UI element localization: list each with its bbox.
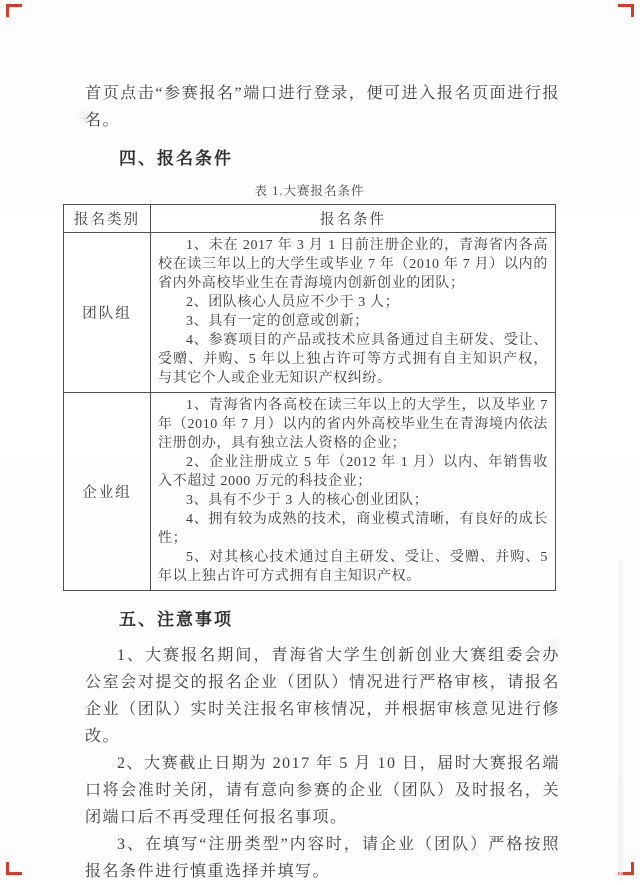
condition-item: 2、团队核心人员应不少于 3 人； (186, 295, 400, 310)
crop-mark-top-right-icon (618, 4, 634, 17)
category-cell-enterprise: 企业组 (64, 393, 151, 591)
conditions-table-block (63, 181, 556, 591)
condition-item: 1、青海省内各高校在读三年以上的大学生，以及毕业 7 年（2010 年 7 月）以内的省内外高校毕业生在青海境内依法注册创办，具有独立法人资格的企业； (158, 398, 548, 451)
scan-edge-shadow (619, 560, 622, 880)
crop-mark-top-left-icon (6, 4, 22, 17)
category-cell-team: 团队组 (64, 233, 151, 393)
notes-section (85, 642, 560, 885)
section-heading-notes: 五、注意事项 (119, 610, 233, 629)
condition-item: 3、具有一定的创意或创新； (186, 314, 369, 329)
condition-item: 5、对其核心技术通过自主研发、受让、受赠、并购、5 年以上独占许可方式拥有自主知识产权。 (158, 550, 548, 584)
section-heading-registration-conditions: 四、报名条件 (119, 149, 233, 168)
note-paragraph-2: 2、大赛截止日期为 2017 年 5 月 10 日，届时大赛报名端口将会准时关闭，请有意向参赛的企业（团队）及时报名，关闭端口后不再受理任何报名事项。 (85, 755, 560, 826)
document-content (74, 80, 560, 885)
column-header-category: 报名类别 (64, 205, 151, 233)
table-row-enterprise (64, 393, 556, 591)
condition-cell-team (151, 233, 556, 393)
table-caption: 表 1.大赛报名条件 (254, 184, 365, 198)
condition-cell-enterprise (151, 393, 556, 591)
conditions-table (63, 204, 556, 591)
condition-item: 4、拥有较为成熟的技术，商业模式清晰，有良好的成长性； (158, 512, 548, 546)
column-header-condition: 报名条件 (151, 205, 556, 233)
condition-item: 4、参赛项目的产品或技术应具备通过自主研发、受让、受赠、并购、5 年以上独占许可等方式拥有自主知识产权，与其它个人或企业无知识产权纠纷。 (158, 333, 548, 386)
table-header-row (64, 205, 556, 233)
crop-mark-bottom-left-icon (6, 862, 22, 875)
note-paragraph-3: 3、在填写“注册类型”内容时，请企业（团队）严格按照报名条件进行慎重选择并填写。 (85, 836, 560, 880)
condition-item: 2、企业注册成立 5 年（2012 年 1 月）以内、年销售收入不超过 2000 万元的科技企业； (158, 455, 548, 489)
intro-paragraph: 首页点击“参赛报名”端口进行登录，便可进入报名页面进行报名。 (85, 85, 560, 129)
table-row-team (64, 233, 556, 393)
note-paragraph-1: 1、大赛报名期间，青海省大学生创新创业大赛组委会办公室会对提交的报名企业（团队）情况进行严格审核，请报名企业（团队）实时关注报名审核情况，并根据审核意见进行修改。 (85, 647, 560, 745)
condition-item: 3、具有不少于 3 人的核心创业团队； (186, 493, 429, 508)
condition-item: 1、未在 2017 年 3 月 1 日前注册企业的，青海省内各高校在读三年以上的大学生或毕业 7 年（2010 年 7 月）以内的省内外高校毕业生在青海境内创新创业的团队； (158, 238, 548, 291)
